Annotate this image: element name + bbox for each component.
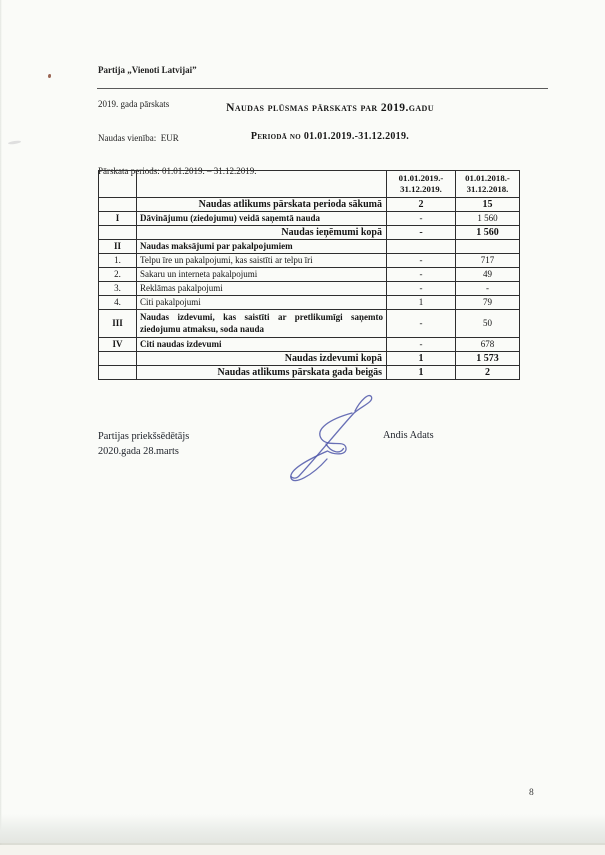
table-row bbox=[99, 254, 520, 268]
row-number bbox=[99, 366, 137, 380]
scan-bottom-shadow bbox=[0, 814, 605, 843]
value-2019: - bbox=[387, 212, 456, 226]
table-row bbox=[99, 268, 520, 282]
table-row bbox=[99, 240, 520, 254]
scan-smudge-artifact bbox=[8, 140, 21, 145]
cash-flow-table bbox=[98, 170, 520, 380]
row-number: II bbox=[99, 240, 137, 254]
table-header-row bbox=[99, 171, 520, 198]
row-label: Naudas izdevumi, kas saistīti ar pretlikumīgi saņemto ziedojumu atmaksu, soda nauda bbox=[137, 310, 387, 338]
table-row bbox=[99, 366, 520, 380]
value-2018: 717 bbox=[456, 254, 520, 268]
row-label: Reklāmas pakalpojumi bbox=[137, 282, 387, 296]
row-number bbox=[99, 198, 137, 212]
report-year-line: 2019. gada pārskats bbox=[98, 99, 170, 110]
row-number: 4. bbox=[99, 296, 137, 310]
table-row bbox=[99, 226, 520, 240]
value-2018: 678 bbox=[456, 338, 520, 352]
party-name: Partija „Vienoti Latvijai” bbox=[98, 65, 197, 76]
scan-bottom-strip bbox=[0, 845, 605, 855]
period-2018-line2: 31.12.2018. bbox=[466, 184, 509, 194]
table-row bbox=[99, 198, 520, 212]
row-label: Citi pakalpojumi bbox=[137, 296, 387, 310]
row-number bbox=[99, 226, 137, 240]
value-2019: 1 bbox=[387, 366, 456, 380]
report-period-line: Pārskata periods: 01.01.2019. – 31.12.2019. bbox=[98, 166, 257, 177]
report-table-body bbox=[99, 198, 520, 380]
row-number: 3. bbox=[99, 282, 137, 296]
table-row bbox=[99, 310, 520, 338]
row-label: Naudas ieņēmumi kopā bbox=[137, 226, 387, 240]
table-row bbox=[99, 212, 520, 226]
table-row bbox=[99, 338, 520, 352]
row-label: Naudas atlikums pārskata gada beigās bbox=[137, 366, 387, 380]
header-period-2019 bbox=[387, 171, 456, 198]
value-2019: - bbox=[387, 338, 456, 352]
scan-left-edge-shadow bbox=[0, 0, 2, 855]
row-number: 2. bbox=[99, 268, 137, 282]
table-row bbox=[99, 296, 520, 310]
row-label: Citi naudas izdevumi bbox=[137, 338, 387, 352]
value-2018: 2 bbox=[456, 366, 520, 380]
value-2019: - bbox=[387, 254, 456, 268]
value-2019 bbox=[387, 240, 456, 254]
row-label: Naudas maksājumi par pakalpojumiem bbox=[137, 240, 387, 254]
period-2019-line1: 01.01.2019.- bbox=[398, 172, 444, 183]
value-2019: - bbox=[387, 282, 456, 296]
header-period-2018 bbox=[456, 171, 520, 198]
scan-speck-artifact bbox=[48, 74, 51, 78]
value-2018: 15 bbox=[456, 198, 520, 212]
value-2018: 1 573 bbox=[456, 352, 520, 366]
signature-handwriting-icon bbox=[283, 388, 380, 485]
signer-name: Andis Adats bbox=[383, 430, 434, 441]
header-empty-num bbox=[99, 171, 137, 198]
row-number: III bbox=[99, 310, 137, 338]
signature-date: 2020.gada 28.marts bbox=[98, 446, 179, 457]
signer-role: Partijas priekšsēdētājs bbox=[98, 431, 190, 442]
table-row bbox=[99, 282, 520, 296]
document-title: Naudas plūsmas pārskats par 2019.gadu bbox=[226, 102, 434, 114]
row-label: Dāvinājumu (ziedojumu) veidā saņemtā nauda bbox=[137, 212, 387, 226]
value-2018: 50 bbox=[456, 310, 520, 338]
value-2018: 49 bbox=[456, 268, 520, 282]
value-2018: - bbox=[456, 282, 520, 296]
value-2019: 1 bbox=[387, 296, 456, 310]
row-label: Naudas izdevumi kopā bbox=[137, 352, 387, 366]
value-2018: 79 bbox=[456, 296, 520, 310]
period-2018-line1: 01.01.2018.- bbox=[465, 172, 510, 183]
row-number: 1. bbox=[99, 254, 137, 268]
signature-block-left bbox=[98, 429, 189, 459]
row-label: Telpu īre un pakalpojumi, kas saistīti ar telpu īri bbox=[137, 254, 387, 268]
value-2018: 1 560 bbox=[456, 212, 520, 226]
value-2019: 1 bbox=[387, 352, 456, 366]
value-2018 bbox=[456, 240, 520, 254]
row-number: IV bbox=[99, 338, 137, 352]
value-2019: - bbox=[387, 226, 456, 240]
document-subtitle: Periodā no 01.01.2019.-31.12.2019. bbox=[250, 131, 410, 142]
table-row bbox=[99, 352, 520, 366]
currency-line: Naudas vienība: EUR bbox=[98, 132, 179, 143]
header-empty-label bbox=[137, 171, 387, 198]
letterhead-rule bbox=[97, 88, 548, 89]
page-number: 8 bbox=[529, 788, 534, 798]
value-2019: - bbox=[387, 310, 456, 338]
period-2019-line2: 31.12.2019. bbox=[400, 184, 442, 194]
value-2018: 1 560 bbox=[456, 226, 520, 240]
row-label: Sakaru un interneta pakalpojumi bbox=[137, 268, 387, 282]
row-number bbox=[99, 352, 137, 366]
row-number: I bbox=[99, 212, 137, 226]
value-2019: 2 bbox=[387, 198, 456, 212]
value-2019: - bbox=[387, 268, 456, 282]
row-label: Naudas atlikums pārskata perioda sākumā bbox=[137, 198, 387, 212]
